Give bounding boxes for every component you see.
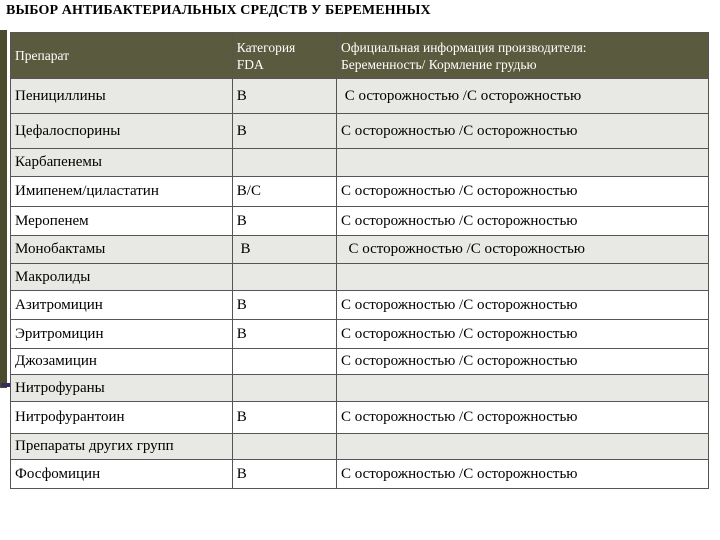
slide-title: ВЫБОР АНТИБАКТЕРИАЛЬНЫХ СРЕДСТВ У БЕРЕМЕННЫХ [6,3,431,18]
manufacturer-info-cell: С осторожностью /С осторожностью [337,207,709,236]
drug-cell: Монобактамы [11,236,233,264]
drug-cell: Нитрофураны [11,375,233,402]
fda-category-cell [232,264,336,291]
manufacturer-info-cell [337,149,709,177]
table-row [11,460,709,489]
fda-category-cell [232,349,336,375]
drug-cell: Пенициллины [11,79,233,114]
table-row [11,79,709,114]
fda-category-cell: B [232,207,336,236]
fda-category-cell: B [232,114,336,149]
header-fda-line2: FDA [236,56,264,72]
manufacturer-info-cell [337,264,709,291]
table-row [11,264,709,291]
header-drug: Препарат [11,33,233,79]
table-row [11,349,709,375]
drug-cell: Препараты других групп [11,434,233,460]
table-row [11,375,709,402]
manufacturer-info-cell [337,434,709,460]
fda-category-cell [232,375,336,402]
fda-category-cell: B [232,320,336,349]
fda-category-cell: B [232,79,336,114]
table-row [11,114,709,149]
table-row [11,207,709,236]
fda-category-cell [232,434,336,460]
antibacterial-table [10,32,709,489]
drug-cell: Джозамицин [11,349,233,375]
table-row [11,291,709,320]
fda-category-cell [232,149,336,177]
drug-cell: Карбапенемы [11,149,233,177]
manufacturer-info-cell: С осторожностью /С осторожностью [337,291,709,320]
drug-cell: Цефалоспорины [11,114,233,149]
manufacturer-info-cell: С осторожностью /С осторожностью [337,402,709,434]
header-fda-line1: Категория [236,39,296,55]
table-row [11,434,709,460]
table-header-row [11,33,709,79]
table-row [11,402,709,434]
header-fda-category [232,33,336,79]
manufacturer-info-cell: С осторожностью /С осторожностью [337,177,709,207]
fda-category-cell: B [232,291,336,320]
table-row [11,177,709,207]
drug-cell: Фосфомицин [11,460,233,489]
fda-category-cell: B [232,236,336,264]
drug-cell: Азитромицин [11,291,233,320]
manufacturer-info-cell: С осторожностью /С осторожностью [337,114,709,149]
manufacturer-info-cell [337,375,709,402]
drug-cell: Имипенем/циластатин [11,177,233,207]
fda-category-cell: B/C [232,177,336,207]
drug-cell: Меропенем [11,207,233,236]
decorative-vertical-bar [0,30,7,388]
drug-cell: Эритромицин [11,320,233,349]
manufacturer-info-cell: С осторожностью /С осторожностью [337,79,709,114]
table-body [11,79,709,489]
header-manufacturer-info [337,33,709,79]
fda-category-cell: B [232,402,336,434]
fda-category-cell: B [232,460,336,489]
drug-cell: Макролиды [11,264,233,291]
manufacturer-info-cell: С осторожностью /С осторожностью [337,236,709,264]
drug-cell: Нитрофурантоин [11,402,233,434]
header-info-line1: Официальная информация производителя: [341,39,587,55]
manufacturer-info-cell: С осторожностью /С осторожностью [337,460,709,489]
table-row [11,320,709,349]
manufacturer-info-cell: С осторожностью /С осторожностью [337,349,709,375]
manufacturer-info-cell: С осторожностью /С осторожностью [337,320,709,349]
table-row [11,236,709,264]
table-row [11,149,709,177]
header-info-line2: Беременность/ Кормление грудью [341,56,537,72]
